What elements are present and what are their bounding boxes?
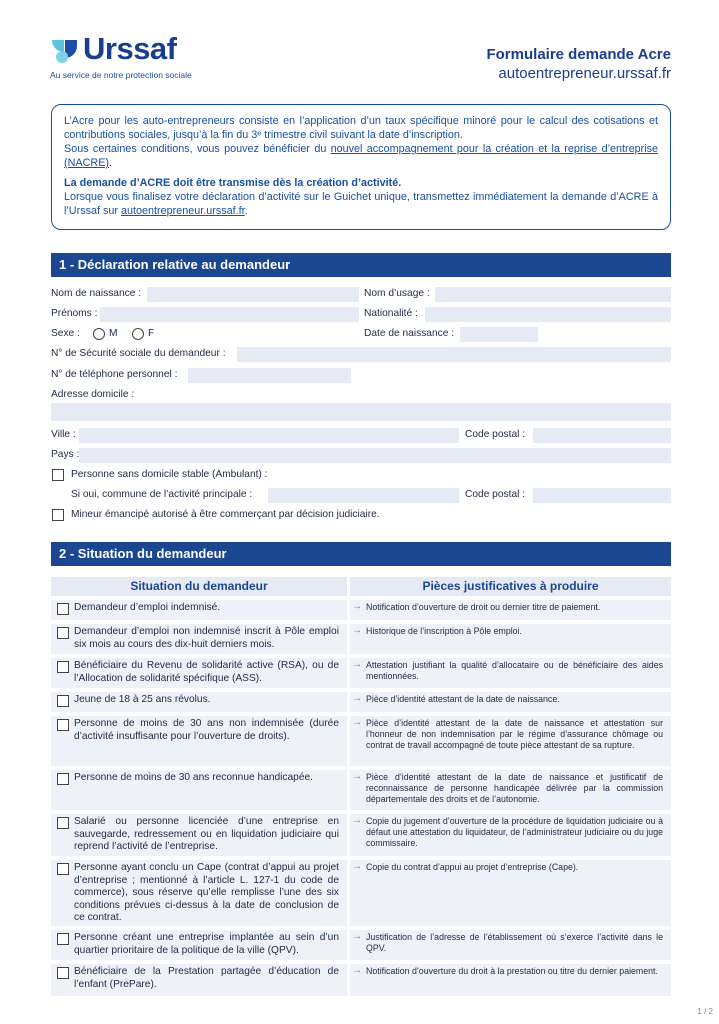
piece-row — [350, 930, 671, 960]
urssaf-logo-icon — [50, 36, 80, 66]
situation-row — [51, 814, 347, 856]
piece-text: Pièce d’identité attestant de la date de naissance et justificatif de reconnaissance de personne handicapée délivrée par la commission départementale des droits et de l’autonomie. — [366, 772, 663, 804]
piece-text: Notification d’ouverture du droit à la prestation ou titre du dernier paiement. — [366, 966, 658, 976]
sexe-m-label: M — [109, 328, 118, 339]
situation-text: Personne de moins de 30 ans non indemnisée (durée d’activité insuffisante pour l’ouverture de droits). — [74, 718, 339, 742]
piece-text: Notification d’ouverture de droit ou dernier titre de paiement. — [366, 602, 601, 612]
situation-checkbox[interactable] — [57, 863, 69, 875]
arrow-right-icon: → — [352, 815, 362, 826]
situation-checkbox[interactable] — [57, 627, 69, 639]
situation-row — [51, 692, 347, 712]
nom-naissance-label: Nom de naissance : — [51, 288, 142, 299]
nationalite-label: Nationalité : — [364, 308, 418, 319]
sans-domicile-checkbox[interactable] — [52, 469, 64, 481]
sexe-m-radio[interactable] — [93, 328, 105, 340]
code-postal2-label: Code postal : — [465, 489, 526, 500]
form-site: autoentrepreneur.urssaf.fr — [498, 65, 671, 82]
situation-checkbox[interactable] — [57, 817, 69, 829]
piece-row — [350, 814, 671, 856]
prenoms-field[interactable] — [100, 307, 359, 322]
piece-row — [350, 600, 671, 620]
piece-text: Justification de l’adresse de l’établissement où s’exerce l’activité dans le QPV. — [366, 932, 663, 953]
site-link[interactable]: autoentrepreneur.urssaf.fr — [121, 205, 245, 217]
date-naissance-field[interactable] — [460, 327, 538, 342]
piece-row — [350, 716, 671, 766]
situation-text: Salarié ou personne licenciée d’une entreprise en sauvegarde, redressement ou en liquidation judiciaire qui reprend l’activité de l’entreprise. — [74, 816, 339, 852]
situation-checkbox[interactable] — [57, 603, 69, 615]
intro-p2 — [64, 142, 658, 170]
code-postal-field[interactable] — [533, 428, 671, 443]
situation-row — [51, 624, 347, 654]
nom-usage-field[interactable] — [435, 287, 671, 302]
piece-row — [350, 692, 671, 712]
situation-row — [51, 716, 347, 766]
commune-label: Si oui, commune de l’activité principale : — [71, 489, 253, 500]
situation-checkbox[interactable] — [57, 661, 69, 673]
situation-checkbox[interactable] — [57, 967, 69, 979]
logo-tagline: Au service de notre protection sociale — [50, 70, 192, 80]
form-title: Formulaire demande Acre — [486, 46, 671, 63]
adresse-label: Adresse domicile : — [51, 389, 135, 400]
situation-row — [51, 964, 347, 996]
situation-checkbox[interactable] — [57, 933, 69, 945]
piece-row — [350, 860, 671, 926]
pays-label: Pays : — [51, 449, 80, 460]
piece-text: Historique de l’inscription à Pôle emploi. — [366, 626, 522, 636]
col-situation-header: Situation du demandeur — [51, 577, 347, 596]
code-postal-label: Code postal : — [465, 429, 526, 440]
arrow-right-icon: → — [352, 931, 362, 942]
situation-text: Demandeur d’emploi indemnisé. — [74, 602, 221, 613]
situation-text: Personne de moins de 30 ans reconnue handicapée. — [74, 772, 314, 783]
piece-text: Copie du contrat d’appui au projet d’entreprise (Cape). — [366, 862, 579, 872]
code-postal2-field[interactable] — [533, 488, 671, 503]
urssaf-logo — [50, 32, 220, 82]
situation-row — [51, 770, 347, 810]
mineur-label: Mineur émancipé autorisé à être commerçant par décision judiciaire. — [71, 509, 380, 520]
adresse-field[interactable] — [51, 403, 671, 421]
situation-row — [51, 930, 347, 960]
arrow-right-icon: → — [352, 965, 362, 976]
intro-p3-text: Lorsque vous finalisez votre déclaration d’activité sur le Guichet unique, transmettez immédiatement la demande d’ACRE à l’Urssaf sur — [64, 191, 658, 217]
intro-p1: L’Acre pour les auto-entrepreneurs consiste en l’application d’un taux spécifique minoré pour le calcul des cotisations et contributions sociales, jusqu’à la fin du 3ᵉ trimestre civil suivant la date d’inscription. — [64, 115, 658, 141]
arrow-right-icon: → — [352, 717, 362, 728]
ville-field[interactable] — [79, 428, 459, 443]
situation-checkbox[interactable] — [57, 719, 69, 731]
piece-text: Pièce d’identité attestant de la date de naissance. — [366, 694, 560, 704]
col-pieces-header: Pièces justificatives à produire — [350, 577, 671, 596]
arrow-right-icon: → — [352, 625, 362, 636]
intro-box — [51, 104, 671, 230]
form-header — [486, 46, 671, 82]
intro-p3-end: . — [244, 205, 248, 217]
arrow-right-icon: → — [352, 601, 362, 612]
situation-row — [51, 658, 347, 688]
piece-row — [350, 624, 671, 654]
situation-text: Jeune de 18 à 25 ans révolus. — [74, 694, 211, 705]
intro-p2-text: Sous certaines conditions, vous pouvez bénéficier du — [64, 143, 331, 155]
prenoms-label: Prénoms : — [51, 308, 98, 319]
sexe-f-label: F — [148, 328, 155, 339]
situation-text: Personne ayant conclu un Cape (contrat d’appui au projet d’entreprise ; mentionné à l’article L. 127-1 du code de commerce), sous réserve qu’elle remplisse l’une des six conditions prévues ci-dessus à la date de conclusion de ce contrat. — [74, 862, 339, 923]
arrow-right-icon: → — [352, 659, 362, 670]
piece-text: Attestation justifiant la qualité d’allocataire ou de bénéficiaire des aides mentionnées. — [366, 660, 663, 681]
intro-p3 — [64, 190, 658, 218]
intro-bold: La demande d’ACRE doit être transmise dès la création d’activité. — [64, 177, 402, 189]
situation-text: Bénéficiaire du Revenu de solidarité active (RSA), ou de l’Allocation de solidarité spécifique (ASS). — [74, 660, 339, 684]
page-number: 1 / 2 — [697, 1007, 713, 1016]
situation-text: Bénéficiaire de la Prestation partagée d’éducation de l’enfant (PrePare). — [74, 966, 339, 990]
piece-row — [350, 770, 671, 810]
arrow-right-icon: → — [352, 771, 362, 782]
nationalite-field[interactable] — [425, 307, 671, 322]
logo-wordmark: Urssaf — [83, 31, 177, 66]
nom-usage-label: Nom d’usage : — [364, 288, 430, 299]
sexe-label: Sexe : — [51, 328, 80, 339]
sans-domicile-label: Personne sans domicile stable (Ambulant) : — [71, 469, 268, 480]
intro-p2-end: . — [109, 157, 112, 169]
ville-label: Ville : — [51, 429, 76, 440]
situation-row — [51, 860, 347, 926]
section-1-title: 1 - Déclaration relative au demandeur — [51, 253, 671, 277]
commune-field[interactable] — [268, 488, 459, 503]
situation-checkbox[interactable] — [57, 773, 69, 785]
pays-field[interactable] — [79, 448, 671, 463]
nom-naissance-field[interactable] — [147, 287, 359, 302]
secu-field[interactable] — [237, 347, 671, 362]
arrow-right-icon: → — [352, 693, 362, 704]
secu-label: N° de Sécurité sociale du demandeur : — [51, 348, 226, 359]
arrow-right-icon: → — [352, 861, 362, 872]
piece-row — [350, 964, 671, 996]
situation-checkbox[interactable] — [57, 695, 69, 707]
situation-row — [51, 600, 347, 620]
situation-text: Personne créant une entreprise implantée au sein d’un quartier prioritaire de la politique de la ville (QPV). — [74, 932, 339, 956]
mineur-checkbox[interactable] — [52, 509, 64, 521]
date-naissance-label: Date de naissance : — [364, 328, 455, 339]
piece-text: Pièce d’identité attestant de la date de naissance et attestation sur l’honneur de non indemnisation par le régime d’assurance chômage ou contrat de travail accompagné de toute pièce attestant de sa rupture. — [366, 718, 663, 750]
telephone-label: N° de téléphone personnel : — [51, 369, 178, 380]
situation-text: Demandeur d’emploi non indemnisé inscrit à Pôle emploi six mois au cours des dix-huit derniers mois. — [74, 626, 339, 650]
piece-row — [350, 658, 671, 688]
piece-text: Copie du jugement d’ouverture de la procédure de liquidation judiciaire ou à défaut une attestation du liquidateur, de l’administrateur judiciaire ou du juge commissaire. — [366, 816, 663, 848]
section-2-title: 2 - Situation du demandeur — [51, 542, 671, 566]
nacre-link[interactable]: nouvel accompagnement pour la création et la reprise d’entreprise (NACRE) — [64, 143, 658, 169]
sexe-f-radio[interactable] — [132, 328, 144, 340]
telephone-field[interactable] — [188, 368, 351, 383]
